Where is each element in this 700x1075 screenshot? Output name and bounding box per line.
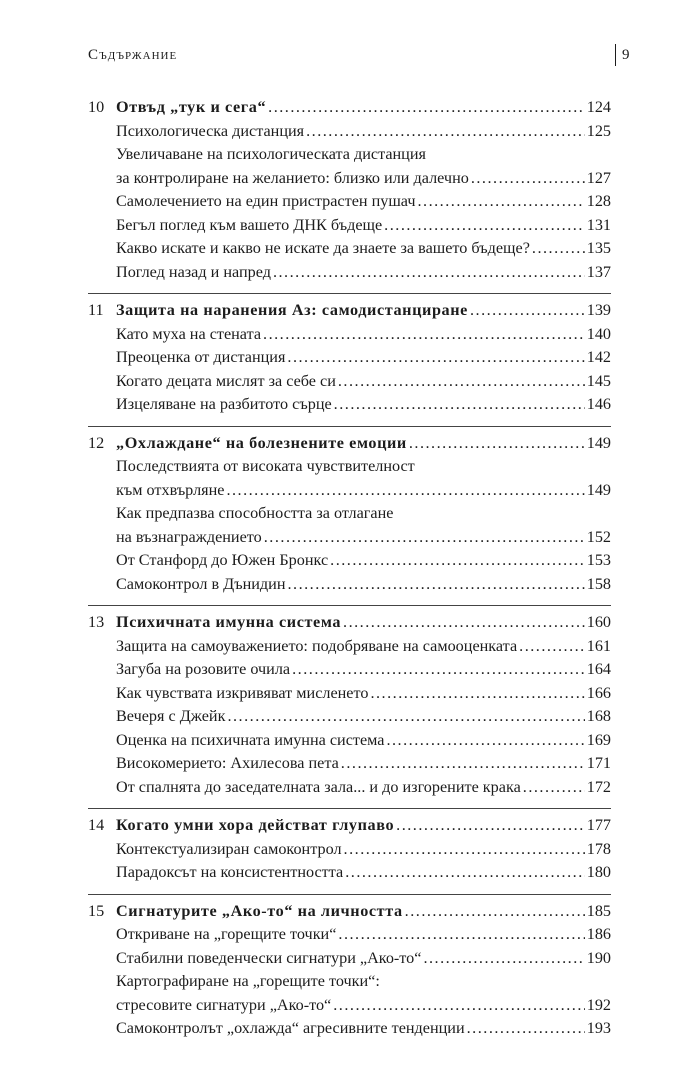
chapter-number: 10 bbox=[88, 98, 105, 116]
section-title: Стабилни поведенчески сигнатури „Ако-то“ bbox=[116, 948, 422, 967]
chapter-number: 11 bbox=[88, 301, 104, 319]
section-title: Като муха на стената bbox=[116, 324, 262, 343]
section-title: Психологическа дистанция bbox=[116, 121, 305, 140]
section-page: 161 bbox=[586, 636, 611, 655]
section-entry bbox=[88, 190, 611, 214]
section-title: за контролиране на желанието: близко или далечно bbox=[116, 168, 469, 187]
dot-leader bbox=[344, 838, 585, 862]
running-head-title: Съдържание bbox=[88, 46, 178, 63]
page-number-divider bbox=[615, 44, 616, 66]
dot-leader bbox=[470, 299, 585, 323]
section-entry bbox=[88, 658, 611, 682]
dot-leader bbox=[287, 573, 584, 597]
section-entry bbox=[88, 729, 611, 753]
section-entry bbox=[88, 261, 611, 285]
dot-leader bbox=[306, 120, 585, 144]
dot-leader bbox=[334, 393, 585, 417]
section-title: От спалнята до заседателната зала... и до изгорените крака bbox=[116, 777, 521, 796]
section-entry bbox=[88, 370, 611, 394]
chapter-number: 15 bbox=[88, 901, 105, 920]
section-page: 190 bbox=[586, 948, 611, 967]
dot-leader bbox=[423, 947, 584, 971]
section-page: 158 bbox=[586, 574, 611, 593]
dot-leader bbox=[263, 323, 585, 347]
dot-leader bbox=[227, 705, 584, 729]
dot-leader bbox=[417, 190, 584, 214]
dot-leader bbox=[523, 776, 585, 800]
section-page: 137 bbox=[586, 262, 611, 281]
chapter-block bbox=[88, 894, 611, 1041]
dot-leader bbox=[471, 167, 585, 191]
dot-leader bbox=[287, 346, 584, 370]
section-entry bbox=[88, 502, 611, 526]
section-title: Високомерието: Ахилесова пета bbox=[116, 754, 339, 772]
chapter-block bbox=[88, 426, 611, 597]
section-entry bbox=[88, 705, 611, 729]
section-page: 171 bbox=[586, 754, 611, 772]
chapter-page: 160 bbox=[586, 613, 611, 631]
section-entry bbox=[88, 143, 611, 167]
section-entry bbox=[88, 861, 611, 885]
section-entry bbox=[88, 573, 611, 597]
chapter-title: Отвъд „тук и сега“ bbox=[116, 98, 267, 116]
section-title: Какво искате и какво не искате да знаете за вашето бъдеще? bbox=[116, 239, 530, 257]
section-title: Изцеляване на разбитото сърце bbox=[116, 395, 332, 413]
dot-leader bbox=[343, 611, 585, 635]
dot-leader bbox=[333, 994, 584, 1018]
section-title: Откриване на „горещите точки“ bbox=[116, 925, 337, 943]
section-page: 193 bbox=[586, 1019, 611, 1037]
dot-leader bbox=[268, 96, 585, 120]
section-entry bbox=[88, 549, 611, 573]
dot-leader bbox=[330, 549, 585, 573]
section-page: 164 bbox=[586, 660, 611, 678]
section-title: Парадоксът на консистентността bbox=[116, 863, 344, 881]
dot-leader bbox=[338, 923, 584, 947]
section-page: 131 bbox=[586, 215, 611, 234]
section-page: 169 bbox=[586, 730, 611, 749]
section-page: 166 bbox=[586, 683, 611, 702]
section-entry bbox=[88, 393, 611, 417]
chapter-heading bbox=[88, 900, 611, 924]
chapter-page: 185 bbox=[586, 901, 611, 920]
chapter-page: 139 bbox=[586, 301, 611, 319]
dot-leader bbox=[519, 635, 585, 659]
section-entry bbox=[88, 923, 611, 947]
section-title: Бегъл поглед към вашето ДНК бъдеще bbox=[116, 215, 383, 234]
section-page: 168 bbox=[586, 707, 611, 725]
dot-leader bbox=[370, 682, 584, 706]
chapter-heading bbox=[88, 814, 611, 838]
section-title: Оценка на психичната имунна система bbox=[116, 730, 385, 749]
dot-leader bbox=[384, 214, 585, 238]
dot-leader bbox=[292, 658, 585, 682]
dot-leader bbox=[405, 900, 585, 924]
chapter-title: Сигнатурите „Ако-то“ на личността bbox=[116, 901, 403, 920]
chapter-title: Защита на наранения Аз: самодистанциране bbox=[116, 301, 468, 319]
chapter-block bbox=[88, 293, 611, 417]
section-entry bbox=[88, 970, 611, 994]
section-title: От Станфорд до Южен Бронкс bbox=[116, 551, 329, 569]
section-entry bbox=[88, 167, 611, 191]
section-page: 172 bbox=[586, 777, 611, 796]
section-title: Загуба на розовите очила bbox=[116, 660, 291, 678]
section-title: Самоконтролът „охлажда“ агресивните тенденции bbox=[116, 1019, 465, 1037]
chapter-page: 124 bbox=[586, 98, 611, 116]
chapter-number: 12 bbox=[88, 433, 105, 452]
section-entry bbox=[88, 1017, 611, 1041]
dot-leader bbox=[532, 237, 585, 261]
section-entry bbox=[88, 994, 611, 1018]
table-of-contents bbox=[88, 96, 611, 1041]
chapter-block bbox=[88, 96, 611, 284]
chapter-title: Психичната имунна система bbox=[116, 613, 342, 631]
chapter-page: 149 bbox=[586, 433, 611, 452]
section-entry bbox=[88, 455, 611, 479]
section-entry bbox=[88, 838, 611, 862]
section-entry bbox=[88, 214, 611, 238]
section-title: Последствията от високата чувствителност bbox=[116, 457, 415, 475]
section-page: 146 bbox=[586, 395, 611, 413]
section-title: Поглед назад и напред bbox=[116, 262, 271, 281]
dot-leader bbox=[396, 814, 585, 838]
section-title: Самолечението на един пристрастен пушач bbox=[116, 192, 416, 210]
section-title: Контекстуализиран самоконтрол bbox=[116, 839, 342, 858]
section-title: стресовите сигнатури „Ако-то“ bbox=[116, 995, 332, 1014]
section-entry bbox=[88, 635, 611, 659]
section-title: Как чувствата изкривяват мисленето bbox=[116, 683, 369, 702]
section-entry bbox=[88, 682, 611, 706]
chapter-number: 13 bbox=[88, 613, 105, 631]
chapter-heading bbox=[88, 432, 611, 456]
section-page: 140 bbox=[586, 324, 611, 343]
section-entry bbox=[88, 947, 611, 971]
section-title: Как предпазва способността за отлагане bbox=[116, 504, 394, 522]
chapter-number: 14 bbox=[88, 816, 105, 834]
section-title: Увеличаване на психологическата дистанция bbox=[116, 145, 426, 163]
chapter-title: „Охлаждане“ на болезнените емоции bbox=[116, 433, 407, 452]
page-number-value: 9 bbox=[622, 46, 630, 63]
section-page: 128 bbox=[586, 192, 611, 210]
section-title: Самоконтрол в Дънидин bbox=[116, 574, 286, 593]
section-page: 186 bbox=[586, 925, 611, 943]
section-title: на възнаграждението bbox=[116, 527, 262, 546]
section-entry bbox=[88, 479, 611, 503]
section-entry bbox=[88, 752, 611, 776]
section-entry bbox=[88, 776, 611, 800]
dot-leader bbox=[273, 261, 585, 285]
section-entry bbox=[88, 120, 611, 144]
section-page: 178 bbox=[586, 839, 611, 858]
section-entry bbox=[88, 323, 611, 347]
dot-leader bbox=[341, 752, 585, 776]
dot-leader bbox=[386, 729, 584, 753]
section-title: Защита на самоуважението: подобряване на самооценката bbox=[116, 636, 518, 655]
section-title: Когато децата мислят за себе си bbox=[116, 371, 336, 390]
chapter-heading bbox=[88, 96, 611, 120]
chapter-heading bbox=[88, 611, 611, 635]
section-page: 149 bbox=[586, 480, 611, 499]
section-title: Картографиране на „горещите точки“: bbox=[116, 972, 380, 990]
section-entry bbox=[88, 237, 611, 261]
section-page: 125 bbox=[586, 121, 611, 140]
dot-leader bbox=[338, 370, 585, 394]
dot-leader bbox=[264, 526, 585, 550]
page-number bbox=[615, 44, 630, 66]
running-head bbox=[88, 44, 630, 66]
section-page: 127 bbox=[586, 168, 611, 187]
chapter-page: 177 bbox=[586, 816, 611, 834]
section-title: Вечеря с Джейк bbox=[116, 707, 226, 725]
section-page: 192 bbox=[586, 995, 611, 1014]
section-page: 152 bbox=[586, 527, 611, 546]
section-page: 135 bbox=[586, 239, 611, 257]
chapter-title: Когато умни хора действат глупаво bbox=[116, 816, 395, 834]
dot-leader bbox=[226, 479, 584, 503]
dot-leader bbox=[467, 1017, 585, 1041]
section-page: 180 bbox=[586, 863, 611, 881]
section-page: 153 bbox=[586, 551, 611, 569]
chapter-block bbox=[88, 808, 611, 885]
dot-leader bbox=[409, 432, 585, 456]
chapter-heading bbox=[88, 299, 611, 323]
section-entry bbox=[88, 346, 611, 370]
chapter-block bbox=[88, 605, 611, 799]
section-entry bbox=[88, 526, 611, 550]
section-page: 142 bbox=[586, 348, 611, 366]
section-title: към отхвърляне bbox=[116, 480, 225, 499]
dot-leader bbox=[345, 861, 585, 885]
section-page: 145 bbox=[586, 371, 611, 390]
section-title: Преоценка от дистанция bbox=[116, 348, 286, 366]
